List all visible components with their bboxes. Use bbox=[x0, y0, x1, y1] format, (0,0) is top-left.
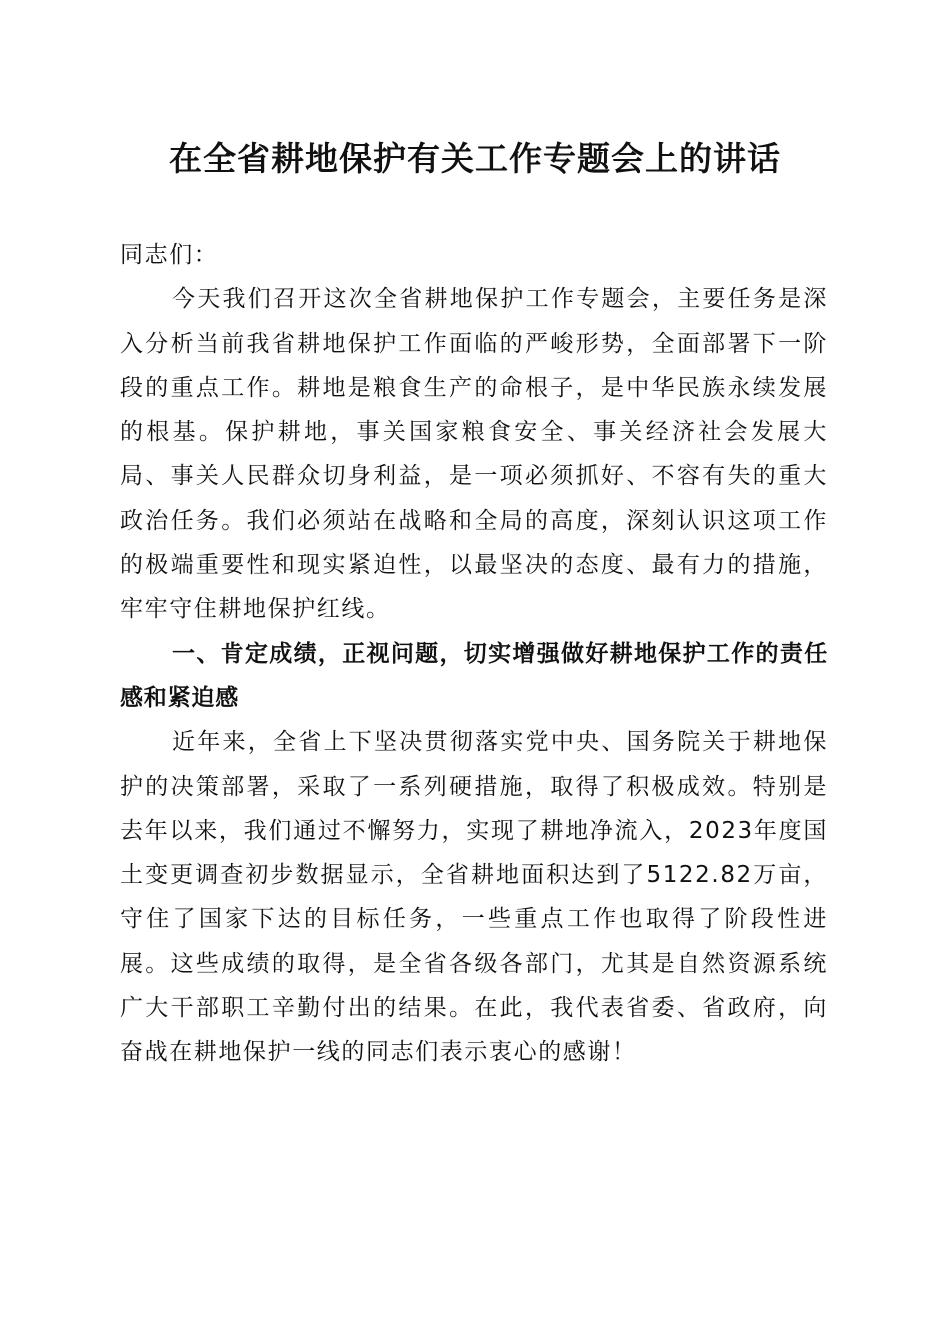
paragraph-intro: 今天我们召开这次全省耕地保护工作专题会，主要任务是深入分析当前我省耕地保护工作面临的严峻形势，全面部署下一阶段的重点工作。耕地是粮食生产的命根子，是中华民族永续发展的根基。保护耕地，事关国家粮食安全、事关经济社会发展大局、事关人民群众切身利益，是一项必须抓好、不容有失的重大政治任务。我们必须站在战略和全局的高度，深刻认识这项工作的极端重要性和现实紧迫性，以最坚决的态度、最有力的措施，牢牢守住耕地保护红线。 bbox=[120, 286, 828, 623]
section-heading-1: 一、肯定成绩，正视问题，切实增强做好耕地保护工作的责任感和紧迫感 bbox=[120, 640, 828, 711]
document-body bbox=[120, 233, 828, 1075]
document-title: 在全省耕地保护有关工作专题会上的讲话 bbox=[169, 139, 781, 178]
salutation: 同志们： bbox=[120, 242, 219, 268]
paragraph-achievements: 近年来，全省上下坚决贯彻落实党中央、国务院关于耕地保护的决策部署，采取了一系列硬措施，取得了积极成效。特别是去年以来，我们通过不懈努力，实现了耕地净流入，2023年度国土变更调查初步数据显示，全省耕地面积达到了5122.82万亩，守住了国家下达的目标任务，一些重点工作也取得了阶段性进展。这些成绩的取得，是全省各级各部门，尤其是自然资源系统广大干部职工辛勤付出的结果。在此，我代表省委、省政府，向奋战在耕地保护一线的同志们表示衷心的感谢！ bbox=[120, 729, 828, 1066]
